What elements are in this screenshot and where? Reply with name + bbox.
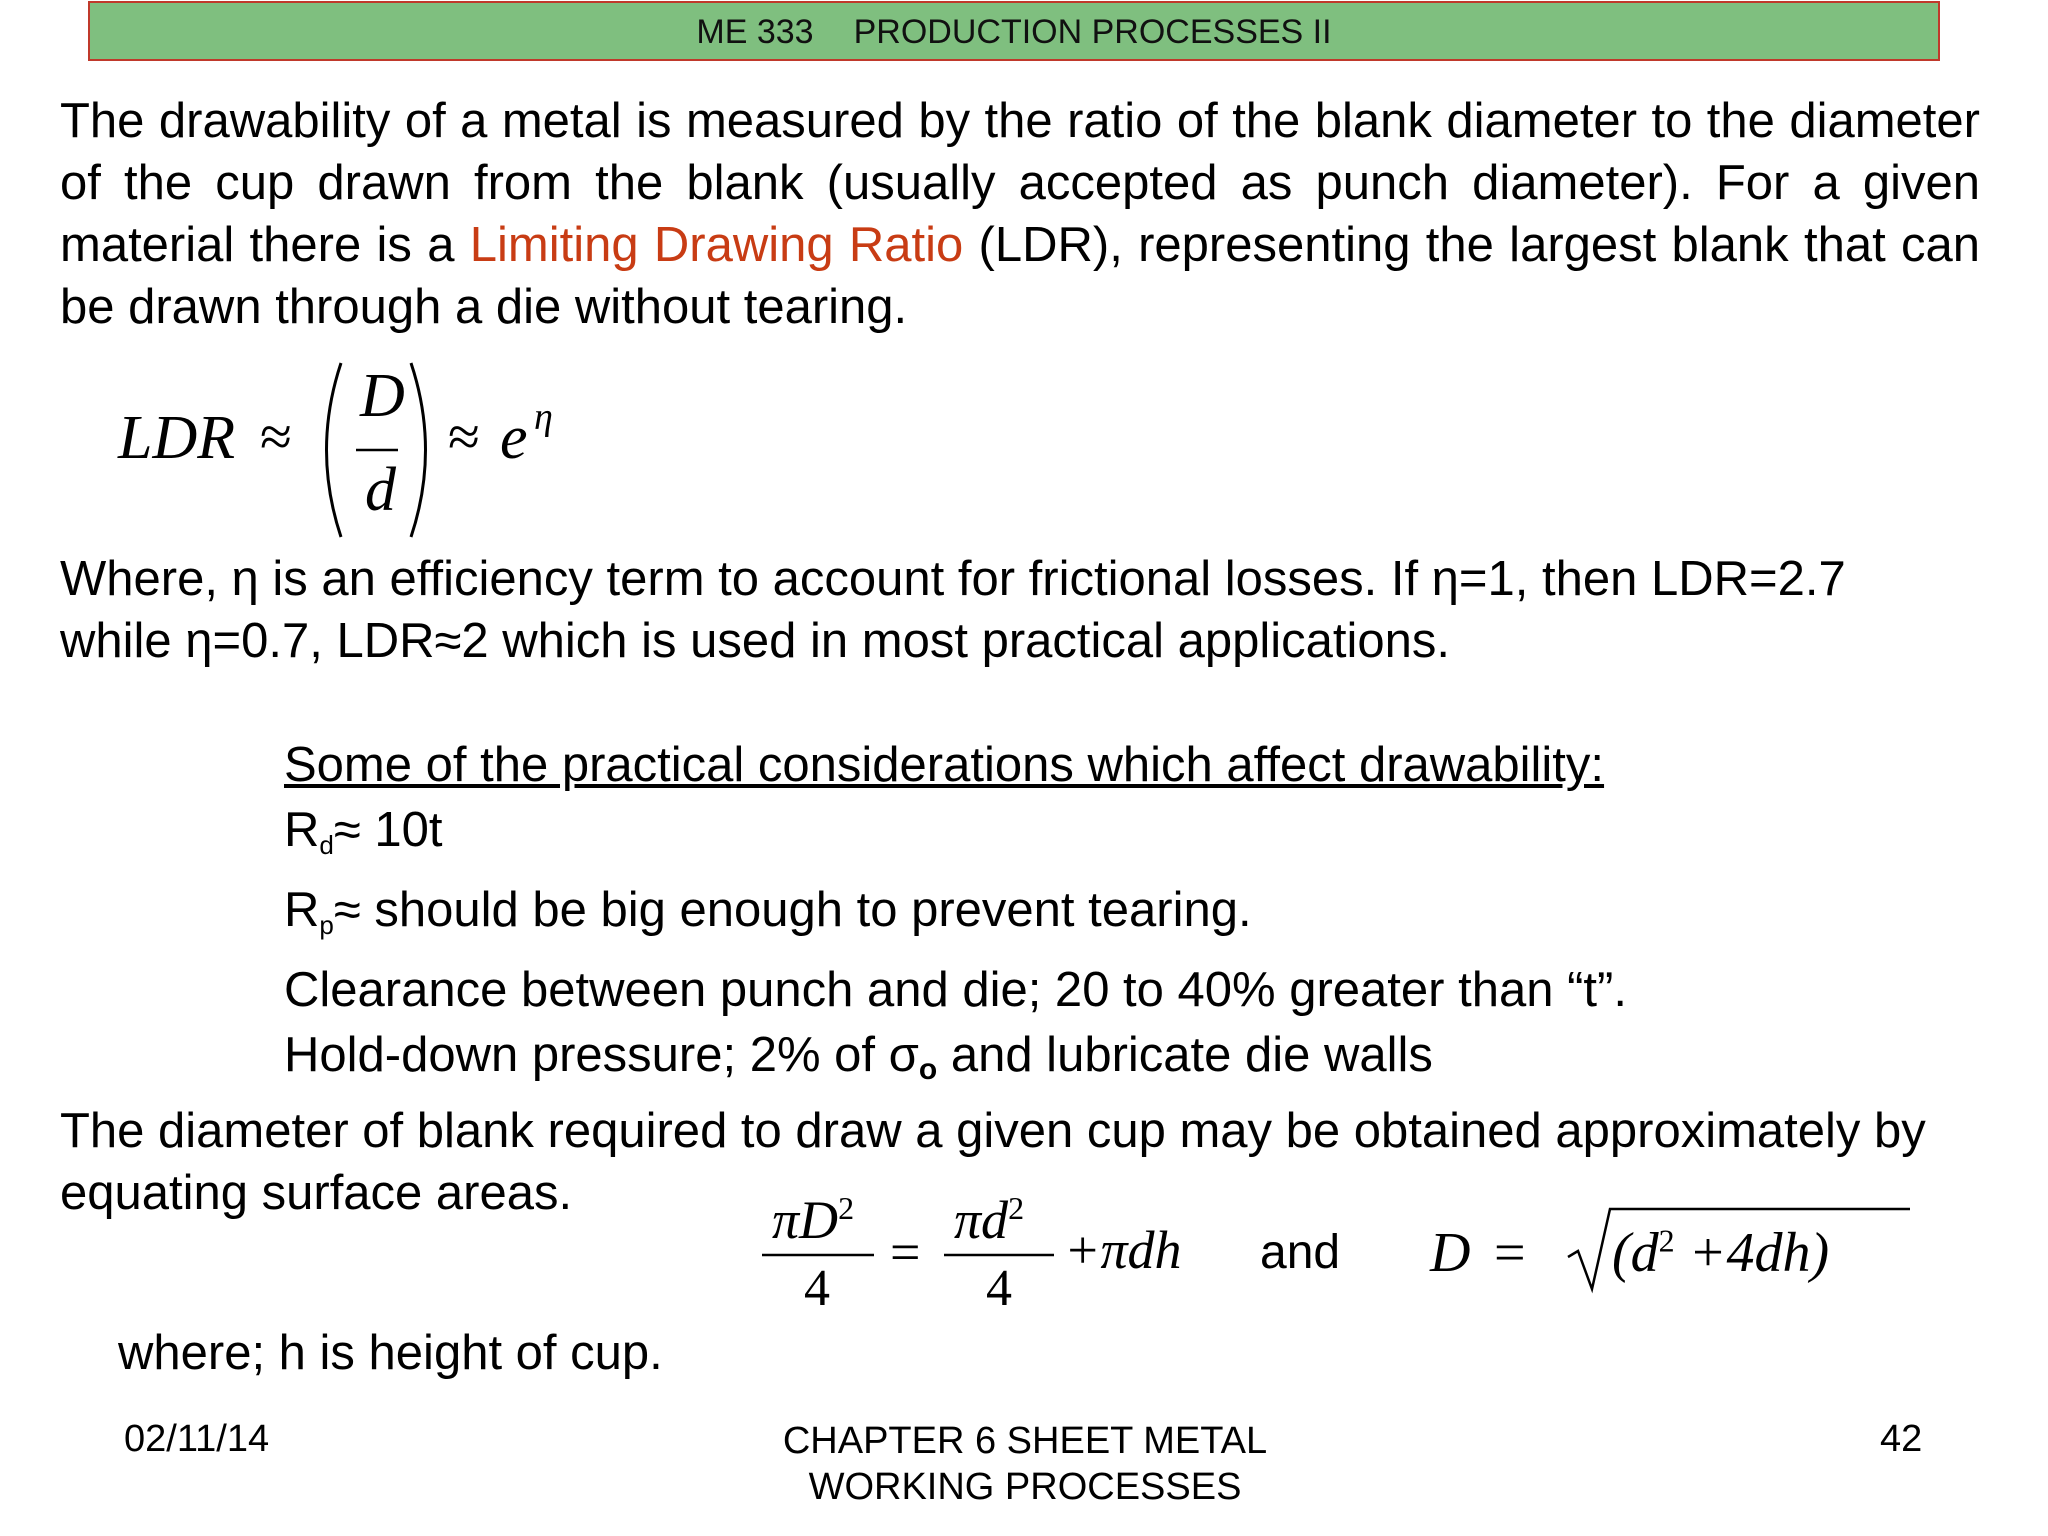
plus-pi-dh: +πdh <box>1064 1220 1182 1280</box>
considerations-title: Some of the practical considerations which affect drawability: <box>284 738 1605 792</box>
equals-sign: = <box>890 1222 921 1282</box>
sqrt-content: $(d^2 +4dh)$ <box>1612 1222 1830 1284</box>
consideration-clearance: Clearance between punch and die; 20 to 40% greater than “t”. <box>284 963 1627 1017</box>
footer-date: 02/11/14 <box>124 1418 270 1460</box>
intro-text-2: (LDR), representing the largest blank that can be drawn through a die without tearing. <box>60 218 1980 334</box>
slide-header <box>88 1 1940 61</box>
consideration-hold-down: Hold-down pressure; 2% of σo and lubricate die walls <box>284 1028 1433 1086</box>
d-equals: = <box>1494 1222 1526 1284</box>
fraction-numerator: D <box>360 362 405 430</box>
intro-paragraph <box>60 90 1980 338</box>
approx-sign-2: ≈ <box>448 404 480 469</box>
rhs-denominator: 4 <box>986 1260 1012 1317</box>
d-lhs: D <box>1430 1222 1471 1284</box>
intro-text-1: The drawability of a metal is measured by the ratio of the blank diameter to the diameter of the cup drawn from the blank (usually accepted as punch diameter). For a given material there is a <box>60 94 1980 272</box>
where-h-note: where; h is height of cup. <box>118 1326 663 1380</box>
considerations-list <box>284 733 1627 1102</box>
and-word: and <box>1260 1226 1341 1279</box>
eta-line-1: Where, η is an efficiency term to account for frictional losses. If η=1, then LDR=2.7 <box>60 552 1846 606</box>
footer-chapter: CHAPTER 6 SHEET METAL WORKING PROCESSES <box>782 1420 1268 1508</box>
lhs-denominator: 4 <box>804 1260 830 1317</box>
ldr-equation <box>110 355 590 545</box>
footer-page-number: 42 <box>1880 1418 1923 1460</box>
fraction-denominator: d <box>365 456 396 524</box>
rhs-numerator: $\pi d^2$ <box>954 1190 1025 1250</box>
blank-diameter-paragraph: The diameter of blank required to draw a given cup may be obtained approximately by equating surface areas. <box>60 1104 1926 1220</box>
eta-line-2: while η=0.7, LDR≈2 which is used in most practical applications. <box>60 614 1451 668</box>
lhs-numerator: $\pi D^2$ <box>772 1190 855 1250</box>
eta-explanation <box>60 548 1980 672</box>
exp-eta: η <box>534 396 553 438</box>
approx-sign-1: ≈ <box>260 404 292 469</box>
course-title: PRODUCTION PROCESSES II <box>853 13 1332 51</box>
consideration-rd: $R_d\approx 10t$ <box>284 803 443 860</box>
ldr-lhs: LDR <box>118 404 236 472</box>
limiting-drawing-ratio-highlight: Limiting Drawing Ratio <box>469 218 964 272</box>
surface-area-equation <box>760 1185 1940 1325</box>
consideration-rp: $R_p\approx$ should be big enough to prevent tearing. <box>284 883 1252 940</box>
exp-base: e <box>500 404 528 472</box>
course-code: ME 333 <box>696 13 814 51</box>
